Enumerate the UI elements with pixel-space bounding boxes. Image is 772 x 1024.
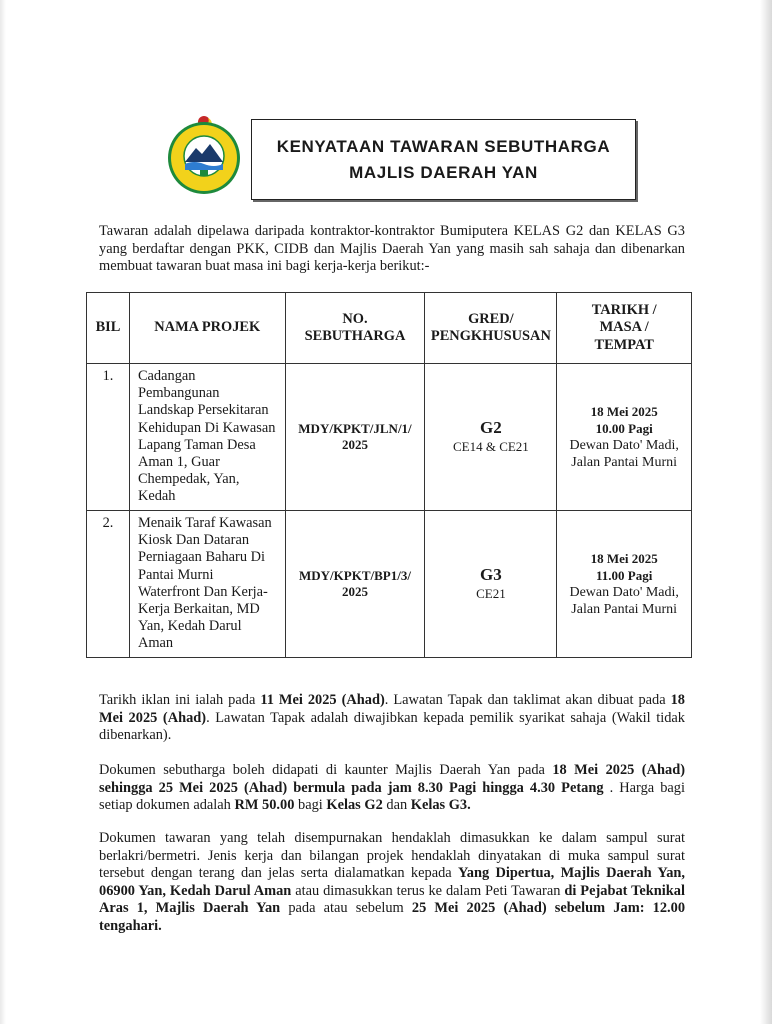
header-gred: GRED/ PENGKHUSUSAN bbox=[425, 293, 557, 364]
row-bil: 1. bbox=[87, 364, 130, 511]
header-nama-projek: NAMA PROJEK bbox=[129, 293, 285, 364]
header-no-sebutharga: NO. SEBUTHARGA bbox=[285, 293, 425, 364]
row-nama-projek: Menaik Taraf Kawasan Kiosk Dan Dataran Perniagaan Baharu Di Pantai Murni Waterfront Dan Kerja-Kerja Berkaitan, MD Yan, Kedah Darul Aman bbox=[129, 511, 285, 658]
paragraph-tarikh-iklan: Tarikh iklan ini ialah pada 11 Mei 2025 (Ahad). Lawatan Tapak dan taklimat akan dibuat pada 18 Mei 2025 (Ahad). Lawatan Tapak adalah diwajibkan kepada pemilik syarikat sahaja (Wakil tidak dibenarkan). bbox=[99, 692, 686, 743]
table-row bbox=[87, 511, 692, 658]
table-row bbox=[87, 364, 692, 511]
row-no-sebutharga: MDY/KPKT/JLN/1/ 2025 bbox=[285, 364, 425, 511]
header-bil: BIL bbox=[87, 293, 130, 364]
row-nama-projek: Cadangan Pembangunan Landskap Persekitaran Kehidupan Di Kawasan Lapang Taman Desa Aman 1, Guar Chempedak, Yan, Kedah bbox=[129, 364, 285, 511]
row-tarikh: 18 Mei 2025 10.00 Pagi Dewan Dato' Madi, Jalan Pantai Murni bbox=[557, 364, 692, 511]
row-tarikh: 18 Mei 2025 11.00 Pagi Dewan Dato' Madi, Jalan Pantai Murni bbox=[557, 511, 692, 658]
row-gred: G2 CE14 & CE21 bbox=[425, 364, 557, 511]
paragraph-dokumen-tawaran: Dokumen tawaran yang telah disempurnakan hendaklah dimasukkan ke dalam sampul surat berlakri/bermetri. Jenis kerja dan bilangan projek hendaklah dinyatakan di muka sampul surat tersebut dengan terang dan jelas serta dialamatkan kepada Yang Dipertua, Majlis Daerah Yan, 06900 Yan, Kedah Darul Aman atau dimasukkan terus ke dalam Peti Tawaran di Pejabat Teknikal Aras 1, Majlis Daerah Yan pada atau sebelum 25 Mei 2025 (Ahad) sebelum Jam: 12.00 tengahari. bbox=[99, 830, 686, 934]
paragraph-dokumen-sebutharga: Dokumen sebutharga boleh didapati di kaunter Majlis Daerah Yan pada 18 Mei 2025 (Ahad) sehingga 25 Mei 2025 (Ahad) bermula pada jam 8.30 Pagi hingga 4.30 Petang . Harga bagi setiap dokumen adalah RM 50.00 bagi Kelas G2 dan Kelas G3. bbox=[99, 762, 685, 813]
row-bil: 2. bbox=[87, 511, 130, 658]
intro-paragraph: Tawaran adalah dipelawa daripada kontraktor-kontraktor Bumiputera KELAS G2 dan KELAS G3 yang berdaftar dengan PKK, CIDB dan Majlis Daerah Yan yang masih sah sahaja dan dibenarkan membuat tawaran buat masa ini bagi kerja-kerja berikut:- bbox=[99, 223, 685, 274]
table-header-row bbox=[87, 293, 692, 364]
project-table bbox=[86, 292, 692, 658]
title-box bbox=[251, 119, 636, 200]
row-gred: G3 CE21 bbox=[425, 511, 557, 658]
header-tarikh: TARIKH / MASA / TEMPAT bbox=[557, 293, 692, 364]
title-line-2: MAJLIS DAERAH YAN bbox=[349, 162, 538, 182]
title-line-1: KENYATAAN TAWARAN SEBUTHARGA bbox=[276, 136, 611, 156]
council-logo bbox=[164, 112, 244, 198]
row-no-sebutharga: MDY/KPKT/BP1/3/ 2025 bbox=[285, 511, 425, 658]
